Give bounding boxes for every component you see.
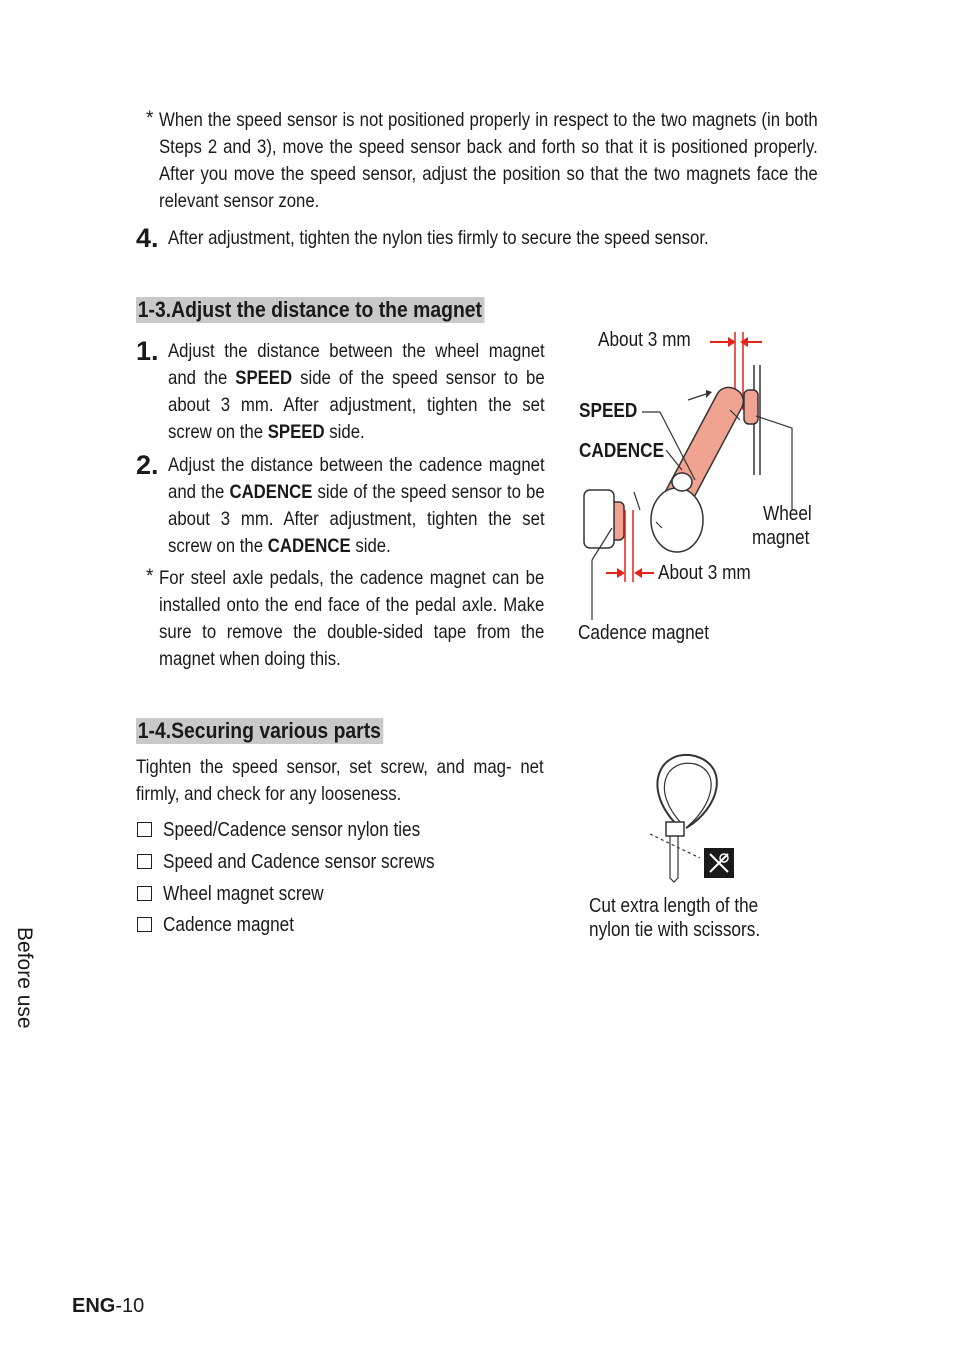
step-2-number: 2. xyxy=(136,450,159,480)
page-number: ENG-10 xyxy=(72,1295,145,1317)
checkbox[interactable] xyxy=(137,886,152,901)
pedal-body xyxy=(584,490,614,548)
steel-axle-note: For steel axle pedals, the cadence magnet can be installed onto the end face of the pedal axle. Make sure to remove the double-sided tape from the magnet when doing this. xyxy=(159,567,545,670)
note-asterisk: * xyxy=(146,566,154,587)
speed-keyword: SPEED xyxy=(235,367,293,389)
nylon-tie-caption-line2: nylon tie with scissors. xyxy=(589,919,761,941)
checklist-item-wheel-magnet-screw: Wheel magnet screw xyxy=(163,883,324,905)
section-1-4-intro: Tighten the speed sensor, set screw, and mag- net firmly, and check for any looseness. xyxy=(136,756,544,805)
nylon-tie-illustration xyxy=(640,748,750,888)
checkbox[interactable] xyxy=(137,854,152,869)
top-note-text: When the speed sensor is not positioned properly in respect to the two magnets (in both Steps 2 and 3), move the speed sensor back and forth so that it is positioned properly. After you move the speed sensor, adjust the position so that the two magnets face the relevant sensor zone. xyxy=(159,109,818,212)
cadence-keyword: CADENCE xyxy=(267,535,351,557)
cadence-label: CADENCE xyxy=(579,440,665,462)
checklist-item-nylon-ties: Speed/Cadence sensor nylon ties xyxy=(163,819,421,841)
step-4-number: 4. xyxy=(136,223,159,253)
section-1-4-heading: 1-4.Securing various parts xyxy=(136,718,384,744)
checkbox[interactable] xyxy=(137,917,152,932)
side-tab-label: Before use xyxy=(13,927,36,1029)
cadence-magnet-label: Cadence magnet xyxy=(578,622,710,644)
checkbox[interactable] xyxy=(137,822,152,837)
step-1-number: 1. xyxy=(136,336,159,366)
tie-head xyxy=(666,822,684,836)
cut-line xyxy=(650,834,700,858)
section-1-3-heading: 1-3.Adjust the distance to the magnet xyxy=(136,297,485,323)
wheel-magnet-label-line1: Wheel xyxy=(763,503,812,525)
speed-label: SPEED xyxy=(579,400,638,422)
step-2-text: Adjust the distance between the cadence magnet and the CADENCE side of the speed sensor to be about 3 mm. After adjustment, tighten the set screw on the CADENCE side. xyxy=(168,454,545,557)
step-1-text: Adjust the distance between the wheel magnet and the SPEED side of the speed sensor to be about 3 mm. After adjustment, tighten the set screw on the SPEED side. xyxy=(168,340,545,443)
cadence-keyword: CADENCE xyxy=(229,481,313,503)
checklist-item-sensor-screws: Speed and Cadence sensor screws xyxy=(163,851,435,873)
note-asterisk: * xyxy=(146,108,154,129)
magnet-distance-diagram xyxy=(570,320,830,650)
step-4-text: After adjustment, tighten the nylon ties firmly to secure the speed sensor. xyxy=(168,227,709,249)
tie-tail xyxy=(670,836,678,882)
crank-circle xyxy=(651,488,703,552)
wheel-magnet-label-line2: magnet xyxy=(752,527,810,549)
about-3mm-top-label: About 3 mm xyxy=(598,329,691,351)
checklist-item-cadence-magnet: Cadence magnet xyxy=(163,914,295,936)
wheel-magnet xyxy=(744,390,758,424)
about-3mm-bottom-label: About 3 mm xyxy=(658,562,751,584)
speed-keyword: SPEED xyxy=(267,421,325,443)
nylon-tie-caption-line1: Cut extra length of the xyxy=(589,895,759,917)
